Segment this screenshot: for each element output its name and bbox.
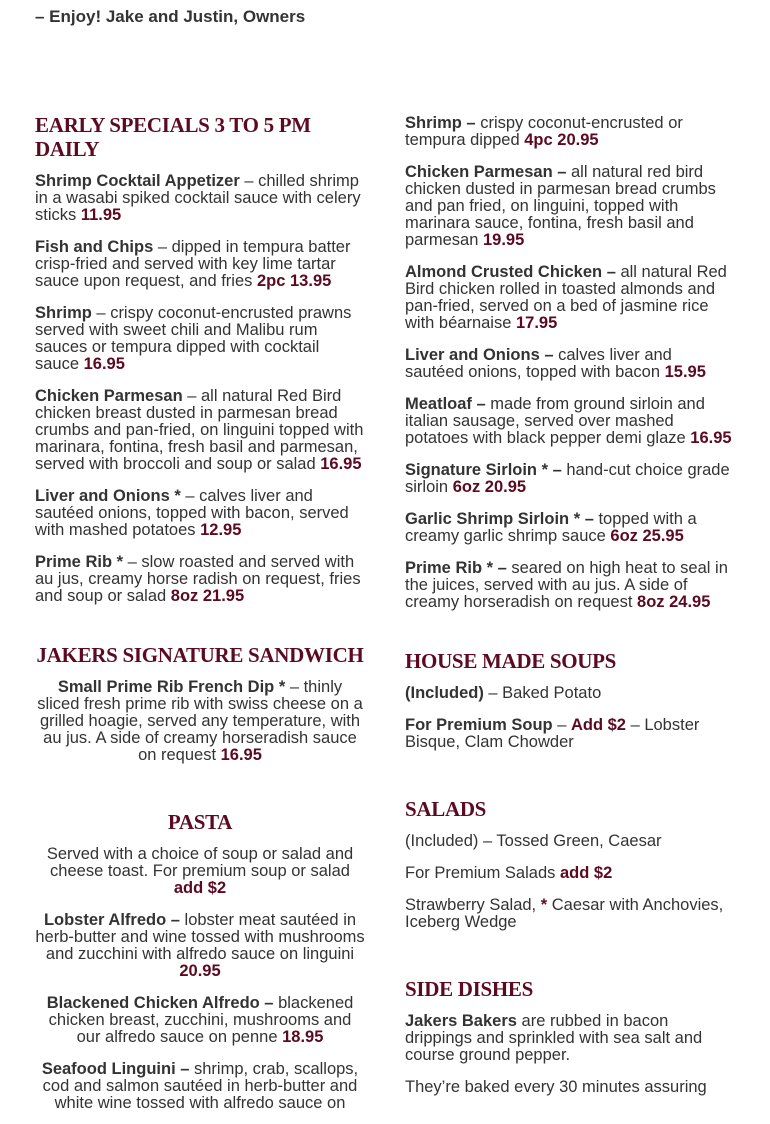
menu-item: Liver and Onions – calves liver and sautéed onions, topped with bacon 15.95	[405, 346, 706, 381]
sandwich-heading: JAKERS SIGNATURE SANDWICH	[36, 643, 364, 667]
salad-premium: For Premium Salads add $2	[405, 864, 613, 882]
menu-item: Chicken Parmesan – all natural Red Bird chicken breast dusted in parmesan bread crumbs and pan-fried, on linguini topped with marinara, fontina, fresh basil and parmesan, served with broccoli and soup or salad 16.95	[35, 387, 364, 473]
menu-item: Almond Crusted Chicken – all natural Red Bird chicken rolled in toasted almonds and pan-fried, served on a bed of jasmine rice with béarnaise 17.95	[405, 263, 727, 332]
salad-included: (Included) – Tossed Green, Caesar	[405, 832, 662, 850]
early-specials-heading: EARLY SPECIALS 3 TO 5 PM DAILY	[35, 113, 311, 161]
menu-item: Shrimp – crispy coconut-encrusted or tempura dipped 4pc 20.95	[405, 114, 683, 149]
menu-item: Meatloaf – made from ground sirloin and italian sausage, served over mashed potatoes with black pepper demi glaze 16.95	[405, 395, 732, 447]
side-note: They’re baked every 30 minutes assuring	[405, 1078, 707, 1096]
left-column	[35, 113, 365, 1112]
soup-premium: For Premium Soup – Add $2 – Lobster Bisque, Clam Chowder	[405, 716, 700, 751]
menu-item: Fish and Chips – dipped in tempura batter crisp-fried and served with key lime tartar sauce upon request, and fries 2pc 13.95	[35, 238, 351, 290]
menu-item: Prime Rib * – seared on high heat to seal in the juices, served with au jus. A side of creamy horseradish on request 8oz 24.95	[405, 559, 728, 611]
menu-item: Lobster Alfredo – lobster meat sautéed in herb-butter and wine tossed with mushrooms and zucchini with alfredo sauce on linguini 20.95	[35, 911, 365, 980]
menu-item: Chicken Parmesan – all natural red bird chicken dusted in parmesan bread crumbs and pan fried, on linguini, topped with marinara sauce, fontina, fresh basil and parmesan 19.95	[405, 163, 716, 249]
pasta-intro: Served with a choice of soup or salad and cheese toast. For premium soup or salad add $2	[46, 845, 354, 897]
menu-item: Shrimp – crispy coconut-encrusted prawns served with sweet chili and Malibu rum sauces or tempura dipped with cocktail sauce 16.95	[35, 304, 352, 373]
menu-item: Small Prime Rib French Dip * – thinly sliced fresh prime rib with swiss cheese on a grilled hoagie, served any temperature, with au jus. A side of creamy horseradish sauce on request 16.95	[37, 678, 363, 764]
soup-included: (Included) – Baked Potato	[405, 684, 602, 702]
sides-heading: SIDE DISHES	[405, 977, 534, 1001]
owners-note: – Enjoy! Jake and Justin, Owners	[35, 7, 306, 26]
menu-item: Shrimp Cocktail Appetizer – chilled shrimp in a wasabi spiked cocktail sauce with celery sticks 11.95	[35, 172, 361, 224]
menu-item: Blackened Chicken Alfredo – blackened chicken breast, zucchini, mushrooms and our alfredo sauce on penne 18.95	[46, 994, 354, 1046]
menu-item: Garlic Shrimp Sirloin * – topped with a creamy garlic shrimp sauce 6oz 25.95	[405, 510, 697, 545]
early-specials-list	[35, 173, 365, 605]
menu-item: Signature Sirloin * – hand-cut choice grade sirloin 6oz 20.95	[405, 461, 730, 496]
right-column	[405, 113, 735, 1096]
salad-extras: Strawberry Salad, * Caesar with Anchovies, Iceberg Wedge	[405, 896, 724, 931]
menu-item: Prime Rib * – slow roasted and served with au jus, creamy horse radish on request, fries and soup or salad 8oz 21.95	[35, 553, 361, 605]
side-bakers: Jakers Bakers are rubbed in bacon drippings and sprinkled with sea salt and course ground pepper.	[405, 1012, 703, 1064]
salads-heading: SALADS	[405, 797, 487, 821]
menu-item: Liver and Onions * – calves liver and sautéed onions, topped with bacon, served with mashed potatoes 12.95	[35, 487, 349, 539]
pasta-heading: PASTA	[167, 810, 233, 834]
soups-heading: HOUSE MADE SOUPS	[405, 649, 617, 673]
menu-item: Seafood Linguini – shrimp, crab, scallops, cod and salmon sautéed in herb-butter and white wine tossed with alfredo sauce on	[41, 1060, 359, 1112]
